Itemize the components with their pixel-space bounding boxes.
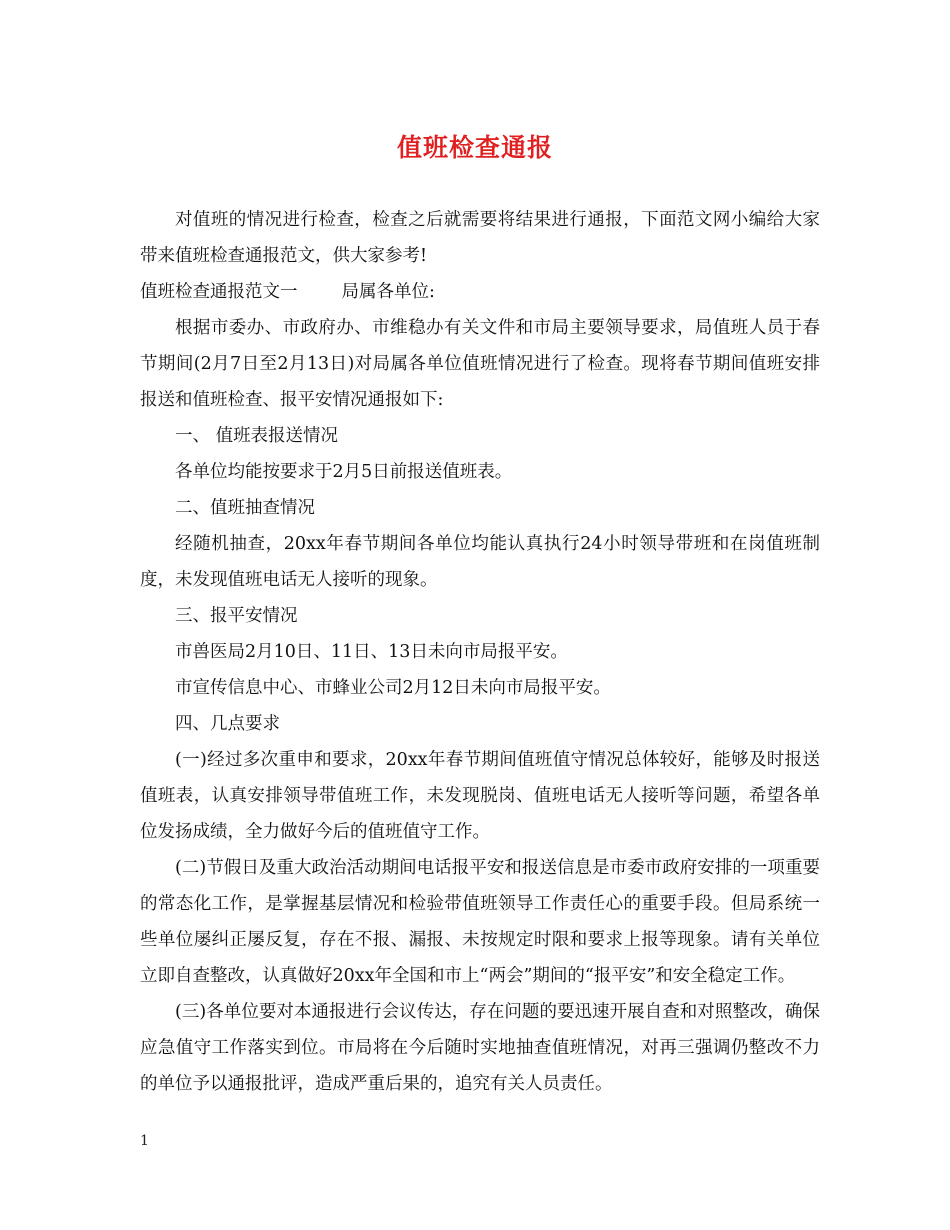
sample-heading: 值班检查通报范文一 [140,282,298,302]
section-heading-2: 二、值班抽查情况 [175,498,315,518]
sample-heading-line [140,274,820,310]
section-3-paragraph-1: 市兽医局2月10日、11日、13日未向市局报平安。 [175,642,568,662]
section-heading-4: 四、几点要求 [175,714,280,734]
page-number: 1 [140,1133,149,1149]
requirement-1-paragraph: (一)经过多次重申和要求，20xx年春节期间值班值守情况总体较好，能够及时报送值班表，认真安排领导带值班工作，未发现脱岗、值班电话无人接听等问题，希望各单位发扬成绩，全力做好今后的值班值守工作。 [140,750,820,842]
document-body [140,202,820,1102]
section-2-paragraph: 经随机抽查，20xx年春节期间各单位均能认真执行24小时领导带班和在岗值班制度，未发现值班电话无人接听的现象。 [140,534,820,590]
section-1-paragraph: 各单位均能按要求于2月5日前报送值班表。 [175,462,513,482]
section-heading-3: 三、报平安情况 [175,606,298,626]
intro-paragraph: 对值班的情况进行检查，检查之后就需要将结果进行通报，下面范文网小编给大家带来值班检查通报范文，供大家参考! [140,210,820,266]
section-heading-1: 一、 值班表报送情况 [175,426,339,446]
requirement-3-paragraph: (三)各单位要对本通报进行会议传达，存在问题的要迅速开展自查和对照整改，确保应急值守工作落实到位。市局将在今后随时实地抽查值班情况，对再三强调仍整改不力的单位予以通报批评，造成严重后果的，追究有关人员责任。 [140,1002,820,1094]
opening-paragraph: 根据市委办、市政府办、市维稳办有关文件和市局主要领导要求，局值班人员于春节期间(2月7日至2月13日)对局属各单位值班情况进行了检查。现将春节期间值班安排报送和值班检查、报平安情况通报如下: [140,318,820,410]
addressee: 局属各单位: [341,282,435,302]
section-3-paragraph-2: 市宣传信息中心、市蜂业公司2月12日未向市局报平安。 [175,678,611,698]
requirement-2-paragraph: (二)节假日及重大政治活动期间电话报平安和报送信息是市委市政府安排的一项重要的常态化工作，是掌握基层情况和检验带值班领导工作责任心的重要手段。但局系统一些单位屡纠正屡反复，存在不报、漏报、未按规定时限和要求上报等现象。请有关单位立即自查整改，认真做好20xx年全国和市上“两会”期间的“报平安”和安全稳定工作。 [140,858,820,986]
document-title: 值班检查通报 [396,133,553,162]
